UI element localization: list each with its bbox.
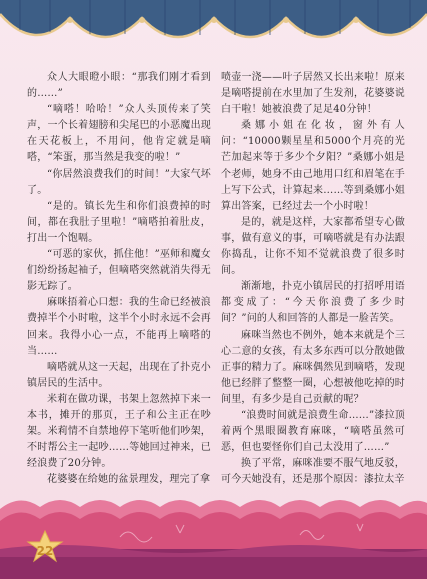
paragraph: 麻咪捂着心口想：我的生命已经被浪费掉半个小时啦，这半个小时永远不会再回来。我得小心一点，不能再上嘀嗒的当…… [27,297,211,357]
paragraph: 米莉在做功课，书架上忽然掉下来一本书，摊开的那页，王子和公主正在吵架。米莉情不自禁地停下笔听他们吵架，不时帮公主一起吵……等她回过神来，已经浪费了20分钟。 [27,393,211,470]
paragraph: “嘀嗒！哈哈！”众人头顶传来了笑声，一个长着翅膀和尖尾巴的小恶魔出现在天花板上，不用问，他肯定就是嘀嗒，“笨蛋，那当然是我变的啦！” [27,104,211,164]
paragraph: 渐渐地，扑克小镇居民的打招呼用语都变成了：“今天你浪费了多少时间？”问的人和回答的人都是一脸苦笑。 [221,281,405,325]
page-number: 22 [36,544,54,558]
paragraph: 换了平常，麻咪准要不服气地反驳，可今天她没有，还是那个原因：漆拉太辛 [221,458,405,486]
left-text-column [27,70,211,488]
paragraph: “可恶的家伙，抓住他！”巫师和魔女们纷纷扬起袖子，但嘀嗒突然就消失得无影无踪了。 [27,249,211,293]
paragraph: 桑娜小姐在化妆，窗外有人问：“10000颗星星和5000个月亮的光芒加起来等于多少个夕阳？”桑娜小姐是个老师，她身不由己地用口红和眉笔在手上写下公式，计算起来……等到桑娜小姐算出答案，已经过去一个小时啦！ [221,120,405,212]
paragraph: 花婆婆在给她的盆景理发，理完了拿 [47,474,211,486]
right-text-column [221,70,405,488]
paragraph: 是的，就是这样，大家都希望专心做事，做有意义的事，可嘀嗒就是有办法跟你捣乱，让你不知不觉就浪费了很多时间。 [221,216,405,277]
paragraph: “是的。镇长先生和你们浪费掉的时间，都在我肚子里啦！”嘀嗒拍着肚皮，打出一个饱嗝。 [27,200,211,244]
paragraph: 众人大眼瞪小眼：“那我们刚才看到的……” [27,72,211,100]
paragraph: 麻咪当然也不例外，她本来就是个三心二意的女孩，有太多东西可以分散她做正事的精力了。麻咪偶然见到嘀嗒，发现他已经胖了整整一圈，心想被他吃掉的时间里，有多少是自己贡献的呢？ [221,329,405,405]
paragraph: “你居然浪费我们的时间！”大家气坏了。 [27,168,211,196]
decorative-footer-band [0,487,427,579]
paragraph: 嘀嗒就从这一天起，出现在了扑克小镇居民的生活中。 [27,361,211,389]
stage-curtain-header [0,0,427,60]
paragraph: “浪费时间就是浪费生命……”漆拉顶着两个黑眼圈教育麻咪，“嘀嗒虽然可恶，但也要怪你们自己太没用了……” [221,409,405,454]
paragraph-continued: 喷壶一浇——叶子居然又长出来啦！原来是嘀嗒提前在水里加了生发剂，花婆婆说白干啦！她被浪费了足足40分钟！ [221,72,405,116]
